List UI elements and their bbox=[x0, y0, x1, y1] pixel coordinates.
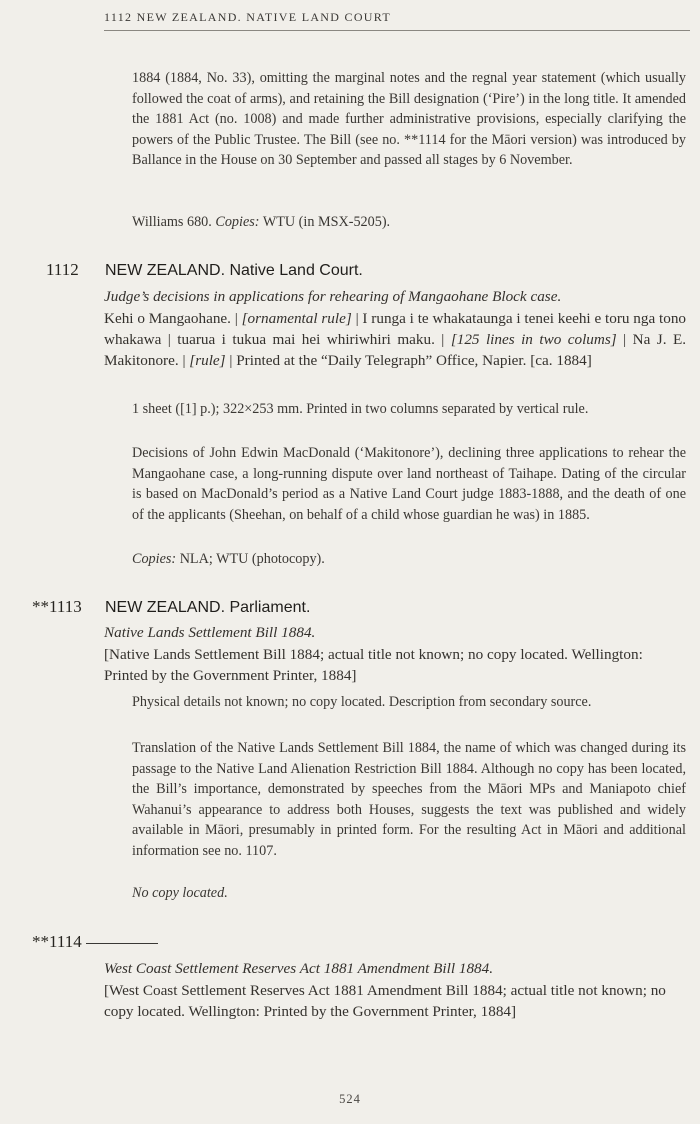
copies-value: WTU (in MSX-5205). bbox=[262, 214, 391, 230]
copies-value: NLA; WTU (photocopy). bbox=[179, 551, 325, 567]
copies-label: Copies: bbox=[215, 214, 260, 230]
entry-1114-title: West Coast Settlement Reserves Act 1881 Amendment Bill 1884. bbox=[104, 960, 494, 977]
entry-1113-note: Translation of the Native Lands Settlement Bill 1884, the name of which was changed during its passage to the Native Land Alienation Restriction Bill 1884. Although no copy has been located, the Bill’s importance, demonstrated by speeches from the Māori MPs and Maniapoto chief Wahanui’s appearance to address both Houses, suggests the text was published and widely available in Māori, presumably in printed form. For the resulting Act in Māori and additional information see no. 1107. bbox=[132, 740, 686, 859]
entry-1114-transcript: [West Coast Settlement Reserves Act 1881 Amendment Bill 1884; actual title not known; no copy located. Wellington: Printed by the Government Printer, 1884] bbox=[104, 982, 666, 1020]
copies-label: Copies: bbox=[132, 551, 177, 567]
entry-1113-transcript: [Native Lands Settlement Bill 1884; actual title not known; no copy located. Wellington: Printed by the Government Printer, 1884] bbox=[104, 646, 643, 684]
entry-heading-1113: NEW ZEALAND. Parliament. bbox=[105, 599, 311, 616]
page-number: 524 bbox=[339, 1092, 361, 1106]
continuation-note: 1884 (1884, No. 33), omitting the marginal notes and the regnal year statement (which usually followed the coat of arms), and retaining the Bill designation (‘Pire’) in the long title. It amended the 1881 Act (no. 1008) and made further administrative provisions, especially clarifying the powers of the Public Trustee. The Bill (see no. **1114 for the Māori version) was introduced by Ballance in the House on 30 September and passed all stages by 6 November. bbox=[132, 70, 686, 168]
running-head: 1112 NEW ZEALAND. NATIVE LAND COURT bbox=[104, 10, 690, 31]
entry-1112-copies bbox=[132, 549, 686, 570]
entry-number-1114: **1114 bbox=[32, 932, 158, 952]
copies-ref: Williams 680. bbox=[132, 214, 212, 230]
ditto-dash bbox=[86, 943, 158, 944]
entry-1112-note: Decisions of John Edwin MacDonald (‘Makitonore’), declining three applications to rehear the Mangaohane case, a long-running dispute over land northeast of Taihape. Dating of the circular is based on MacDonald’s period as a Native Land Court judge 1883-1888, and the death of one of the applicants (Sheehan, on behalf of a child whose guardian he was) in 1885. bbox=[132, 445, 686, 523]
entry-number-1113: **1113 bbox=[32, 597, 82, 616]
entry-1112-title: Judge’s decisions in applications for rehearing of Mangaohane Block case. bbox=[104, 288, 562, 305]
continuation-copies bbox=[132, 212, 686, 233]
entry-number-1112: 1112 bbox=[46, 260, 79, 279]
entry-heading-1112: NEW ZEALAND. Native Land Court. bbox=[105, 262, 363, 279]
entry-1113-physical: Physical details not known; no copy located. Description from secondary source. bbox=[132, 694, 592, 710]
entry-1112-physical: 1 sheet ([1] p.); 322×253 mm. Printed in two columns separated by vertical rule. bbox=[132, 401, 589, 417]
entry-1113-no-copy: No copy located. bbox=[132, 885, 228, 901]
entry-1113-title: Native Lands Settlement Bill 1884. bbox=[104, 624, 316, 641]
entry-1112-transcript: Kehi o Mangaohane. | [ornamental rule] | I runga i te whakataunga i tenei keehi e toru nga tono whakawa | tuarua i tukua mai hei whiriwhiri maku. | [125 lines in two colums] | Na J. E. Makitonore. | [rule] | Printed at the “Daily Telegraph” Office, Napier. [ca. 1884] bbox=[104, 310, 687, 369]
